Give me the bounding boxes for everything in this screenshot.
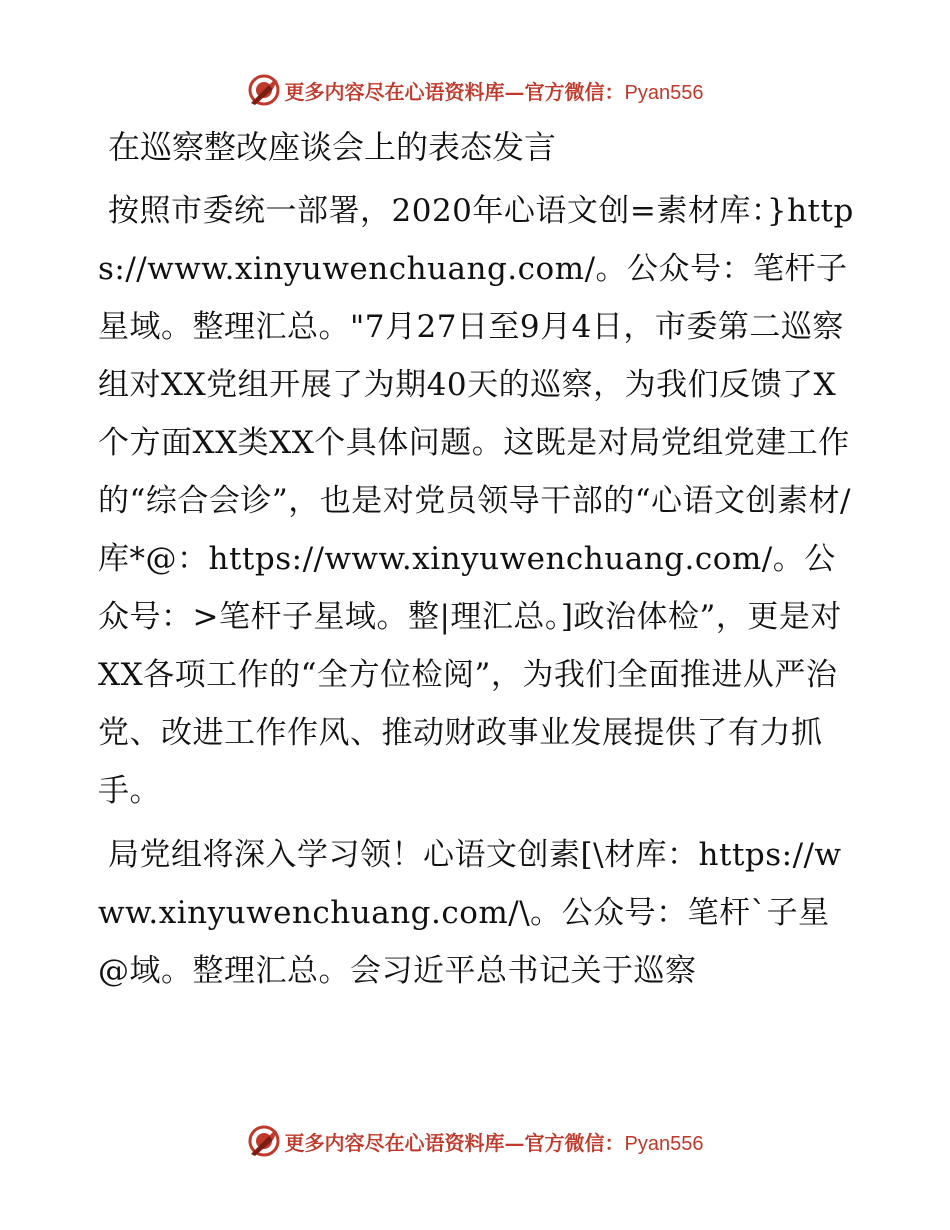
footer-watermark	[0, 1121, 950, 1161]
header-watermark	[0, 70, 950, 110]
wechat-id: Pyan556	[624, 81, 704, 104]
wechat-id: Pyan556	[624, 1132, 704, 1155]
document-title: 在巡察整改座谈会上的表态发言	[108, 128, 557, 166]
watermark-text: 更多内容尽在心语资料库—官方微信：Pyan556	[284, 1130, 704, 1155]
paragraph-2: 局党组将深入学习领！心语文创素[\材库：https://www.xinyuwenchuang.com/\。公众号：笔杆`子星@域。整理汇总。会习近平总书记关于巡察	[98, 837, 842, 989]
document-body	[98, 118, 858, 1006]
watermark-text: 更多内容尽在心语资料库—官方微信：Pyan556	[284, 79, 704, 104]
pen-logo-icon	[247, 1124, 281, 1158]
pen-logo-icon	[247, 73, 281, 107]
paragraph-1: 按照市委统一部署，2020年心语文创=素材库：}https://www.xinyuwenchuang.com/。公众号：笔杆子星域。整理汇总。"7月27日至9月4日，市委第二巡察组对XX党组开展了为期40天的巡察，为我们反馈了X个方面XX类XX个具体问题。这既是对局党组党建工作的“综合会诊”，也是对党员领导干部的“心语文创素材/库*@：https://www.xinyuwenchuang.com/。公众号：>笔杆子星域。整|理汇总。]政治体检”，更是对XX各项工作的“全方位检阅”，为我们全面推进从严治党、改进工作作风、推动财政事业发展提供了有力抓手。	[98, 193, 854, 809]
